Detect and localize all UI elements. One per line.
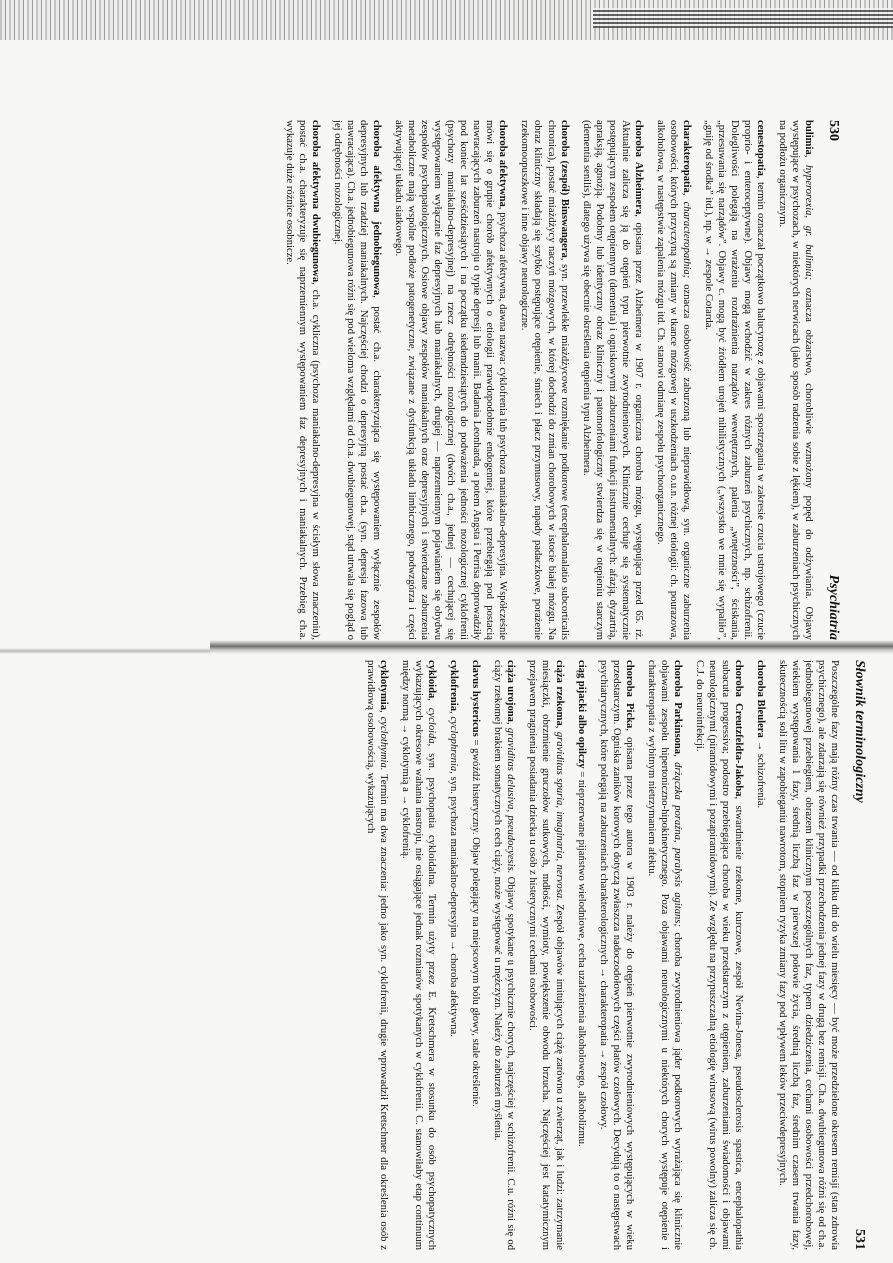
- dictionary-entry: [597, 660, 636, 1250]
- entry-term: choroba Creutzfeldta-Jakoba: [732, 660, 744, 797]
- dictionary-entry: [518, 120, 570, 640]
- entry-text: , opisana przez tego autora w 1903 r. należy do otępień pierwotnie zwyrodnieniowych występujących w wieku przedstarczym. Ogniska zaników korowych dotyczą zwłaszcza nadoczodołowych części płatów czołowych. Decydują to o następstwach psychiatrycznych, które polegają na zaburzeniach charakterologicznych → charakteropatia → zespół czołowy.: [597, 660, 635, 1250]
- entries-list: [283, 120, 815, 640]
- entry-text: oznacza osobowość zaburzoną lub nieprawidłową, syn. organiczne zaburzenia osobowości, których przyczyną są zmiany w tkance mózgowej w uszkodzeniach o.u.n. różnej etiologii: ch. pourazowa, alkoholowa, w następstwie zapalenia mózgu itd. Ch. stanowi odmianę zespołu psychoorganicznego.: [654, 120, 692, 640]
- entry-term: ciąg pijacki albo opilczy: [575, 660, 587, 769]
- entry-text: , opisana przez Alzheimera w 1907 r. organiczna choroba mózgu, występująca przed 65. rż. Aktualnie zalicza się ją do otępień typu pierwotnie zwyrodnieniowych. Klinicznie cechuje się systematycznie postępującym zespołem otępiennym (dementia) i ogniskowymi zaburzeniami funkcji instrumentalnych: afazją, dyzartrią, apraksją, agnozją. Podobny lub identyczny obraz kliniczny i patomorfologiczny stwierdza się w otępieniu starczym (dementia senilis), dlatego używa się obecnie określenia otępienia typu Alzheimera.: [580, 120, 644, 640]
- entry-term: clavus hystericus: [470, 660, 482, 737]
- entry-text: , ch.a. cykliczna (psychoza maniakalno-depresyjna w ścisłym słowa znaczeniu), postać ch.a. charakteryzuje się naprzemiennym występowaniem faz depresyjnych i maniakalnych. Przebieg ch.a. wykazuje duże różnice osobnicze.: [284, 120, 322, 640]
- entry-term: ciąża urojona: [505, 660, 517, 722]
- entry-text: = nieprzerwane pijaństwo wielodniowe, cecha uzależnienia alkoholowego, alkoholizmu.: [575, 768, 587, 1147]
- entry-latin: cycloida,: [426, 707, 438, 747]
- entry-text: , psychoza afektywna, dawna nazwa: cyklofrenia lub psychoza maniakalno-depresyjna. Współcześnie mówi się o grupie chorób afektywnych o etiologii prawdopodobnie endogennej, które przebiegają pod postacią nawracających zaburzeń nastroju o typie depresji lub manii. Badania Leonharda, a potem Angsta i Perrisa doprowadziły pod koniec lat sześćdziesiątych i na początku siedemdziesiątych do podważenia jedności nozologicznej cyklofrenii (psychozy maniakalno-depresyjnej) na rzecz odrębności nozologicznej (dwóch ch.a., jednej — cechującej się występowaniem wyłącznie faz depresyjnych lub maniakalnych, drugiej — naprzemiennym pojawianiem się obydwu zespołów psychopatologicznych. Osiowe objawy zespołów maniakalnych oraz depresyjnych i stwierdzane zaburzenia metaboliczne mają wspólne podłoże patogenetyczne, związane z dysfunkcją układu limbicznego, podwzgórza i części aktywującej układu siatkowego.: [393, 120, 509, 640]
- dictionary-entry: charakteropatia, characteropathia; oznacza osobowość zaburzoną lub nieprawidłową, syn. organiczne zaburzenia osobowości, których przyczyną są zmiany w tkance mózgowej w uszkodzeniach o.u.n. różnej etiologii: ch. pourazowa, alkoholowa, w następstwie zapalenia mózgu itd. Ch. stanowi odmianę zespołu psychoorganicznego.: [654, 120, 692, 640]
- dictionary-entry: [469, 660, 482, 1250]
- entry-term: charakteropatia: [680, 120, 692, 193]
- entry-term: choroba (zespół) Binswangera: [558, 120, 570, 258]
- entry-term: choroba afektywna jednobiegunowa: [371, 120, 383, 296]
- running-title: Psychiatria: [826, 574, 841, 640]
- page-number: 530: [826, 120, 841, 141]
- entry-latin: cyclophrenia,: [448, 716, 460, 774]
- entry-text: , stwardnienie rzekome, kurczowe, zespół Nevina-Jonesa, pseudosclerosis spastica, encephalopathia subacuta progressiva; podostro przebiegająca choroba w wieku przedstarczym z otępieniem, zaburzeniami świadomości i objawami neurologicznymi (piramidowymi i pozapiramidowymi). Ze względu na przypuszczalną etiologię wirusową (wirus powolny) zalicza się ch. C.J. do neuroinfekcji.: [693, 660, 744, 1250]
- dictionary-entry: [392, 120, 509, 640]
- entries-list: [364, 660, 840, 1250]
- dictionary-entry: ciąża rzekoma, graviditas spuria, imaginaria, nervosa. Zespół objawów imitujących ciążę zarówno u zwierząt, jak i ludzi: zatrzymanie miesiączki, obrzmienie gruczołów sutkowych, mdłości, wymioty, powiększenie obwodu brzucha. Najczęściej jest katatymicznym przejawem pragnienia posiadania dziecka u osób z histerycznymi cechami osobowości.: [527, 660, 565, 1250]
- entry-text: Objawy spotykane u psychicznie chorych, najczęściej w schizofrenii. C.u. różni się od ciąży rzekomej brakiem somatycznych cech ciąży, może występować u mężczyzn. Należy do zaburzeń myślenia.: [492, 660, 517, 1250]
- entry-text: Termin ma dwa znaczenia: jedno jako syn. cyklofrenii, drugie wprowadził Kretschmer dla określenia osób z prawidłową osobowością, wykazujących: [365, 660, 390, 1250]
- entry-text: , postać ch.a. charakteryzująca się występowaniem wyłącznie zespołów depresyjnych lub rzadziej maniakalnych. Najczęściej chodzi o depresyjną postać ch.a. (syn. depresja fazowa lub nawracająca). Ch.a. jednobiegunowa różni się pod wieloma względami od ch.a. dwubiegunowej, stąd utrwala się pogląd o jej odrębności nozologicznej.: [332, 120, 383, 640]
- entry-term: cyklotymia: [378, 660, 390, 711]
- entry-term: choroba Parkinsona: [671, 660, 683, 755]
- entry-text: , syn. przewlekłe miażdżycowe rozmiękanie podkorowe (encephalomalatio subcorticalis chronica), postać miażdżycy naczyń mózgowych, w której dochodzi do zmian chorobowych w istocie białej mózgu. Na obraz kliniczny składają się szybko postępujące otępienie, śmiech i płacz przymusowy, napady padaczkowe, porażenie rzekomoopuszkowe i inne objawy neurologiczne.: [519, 120, 570, 640]
- entry-term: cenestopatia: [754, 120, 766, 176]
- entry-text: Poszczególne fazy mają różny czas trwania — od kilku dni do wielu miesięcy — być może przedzielone okresem remisji (stan zdrowia psychicznego), ale zdarzają się również przypadki przechodzenia jednej fazy w drugą bez remisji. Ch.a. dwubiegunowa różni się od ch.a. jednobiegunowej przebiegiem, obrazem klinicznym poszczególnych faz, typem dziedziczenia, cechami osobowości przedchorobowej, wiekiem występowania 1 fazy, średnią liczbą faz w pierwszej połowie życia, średnią liczbą faz, średnim czasem trwania fazy, skutecznością soli litu w zapobieganiu nawrotom, stopniem ryzyka zmiany fazy pod wpływem leków przeciwdepresyjnych.: [776, 660, 840, 1250]
- dictionary-entry: choroba Parkinsona, drżączka poraźna, paralysis agitans; choroba zwyrodnieniowa jąder podkorowych wyrażająca się klinicznie objawami zespołu hipertoniczno-hipokinetycznego. Poza objawami neurologicznymi u niektórych chorych występuje otępienie i charakteropatia z wybitnym nietrzymaniem afektu.: [645, 660, 683, 1250]
- dictionary-entry: [702, 120, 767, 640]
- dictionary-entry: [331, 120, 383, 640]
- page-531: [13, 660, 868, 1250]
- entry-text: syn. psychopatia cykloidalna. Termin użyty przez E. Kretschmera w stosunku do osób psychopatycznych wykazujących okresowe wahania nastroju, nie osiągające jednak rozmiarów spotykanych w cyklofrenii. C. stanowiłaby etap continuum między normą → cyklotymią a → cyklofrenią.: [400, 660, 438, 1250]
- entry-latin: drżączka poraźna, paralysis agitans;: [671, 762, 683, 927]
- page-number: 531: [852, 1229, 867, 1250]
- dictionary-entry: [283, 120, 322, 640]
- entry-text: , termin oznaczał początkowo halucynozę z objawami spostrzegania w zakresie czucia ustrojowego (czucie proprio- i enteroceptywne). Objawy mogą wchodzić w zakres różnych zaburzeń psychicznych, np. schizofrenii. Dolegliwości polegają na wrażeniu rozdrażnienia narządów wewnętrznych, palenia „wnętrzności”, ściskania, „przesuwania się narządów”. Objawy c. mogą być źródłem urojeń nihilistycznych („wszystko we mnie się wypaliło”, „gniję od środka” itd.), np. w → zespole Cotarda.: [702, 120, 766, 640]
- dictionary-entry: [776, 660, 841, 1250]
- entry-latin: graviditas delusiva, pseudocyesis.: [505, 727, 517, 874]
- dictionary-entry: cykloida, cycloida, syn. psychopatia cykloidalna. Termin użyty przez E. Kretschmera w stosunku do osób psychopatycznych wykazujących okresowe wahania nastroju, nie osiągające jednak rozmiarów spotykanych w cyklofrenii. C. stanowiłaby etap continuum między normą → cyklotymią a → cyklofrenią.: [400, 660, 438, 1250]
- dictionary-entry: [754, 660, 767, 1250]
- entry-term: choroba Picka: [623, 660, 635, 729]
- entry-term: choroba afektywna dwubiegunowa: [310, 120, 322, 283]
- page-header-right: [851, 660, 868, 1250]
- entry-term: cykloida: [426, 660, 438, 699]
- entry-term: choroba Alzheimera: [632, 120, 644, 215]
- entry-term: bulimia: [802, 120, 814, 155]
- entry-text: → schizofrenia.: [754, 737, 766, 809]
- entry-term: ciąża rzekoma: [553, 660, 565, 726]
- book-fold-shadow-left: [0, 648, 210, 654]
- entry-term: choroba afektywna: [497, 120, 509, 207]
- dictionary-entry: cyklofrenia, cyclophrenia, syn. psychoza maniakalno-depresyjna → choroba afektywna.: [448, 660, 460, 1037]
- dictionary-entry: [693, 660, 745, 1250]
- entry-text: Zespół objawów imitujących ciążę zarówno u zwierząt, jak i ludzi: zatrzymanie miesiączki, obrzmienie gruczołów sutkowych, mdłości, wymioty, powiększenie obwodu brzucha. Najczęściej jest katatymicznym przejawem pragnienia posiadania dziecka u osób z histerycznymi cechami osobowości.: [527, 660, 565, 1250]
- entry-term: choroba Bleulera: [754, 660, 766, 738]
- entry-latin: cyclothymia.: [378, 716, 390, 771]
- entry-text: = gwóźdź histeryczny. Objaw polegający na miejscowym bólu głowy, stale określenie.: [470, 736, 482, 1107]
- dictionary-entry: ciąża urojona, graviditas delusiva, pseudocyesis. Objawy spotykane u psychicznie chorych, najczęściej w schizofrenii. C.u. różni się od ciąży rzekomej brakiem somatycznych cech ciąży, może występować u mężczyzn. Należy do zaburzeń myślenia.: [492, 660, 517, 1250]
- book-fold-shadow: [210, 640, 893, 654]
- scan-noise-top: [0, 0, 893, 40]
- dictionary-entry: cyklotymia, cyclothymia. Termin ma dwa znaczenia: jedno jako syn. cyklofrenii, drugie wprowadził Kretschmer dla określenia osób z prawidłową osobowością, wykazujących: [365, 660, 390, 1250]
- entry-text: syn. psychoza maniakalno-depresyjna → choroba afektywna.: [448, 773, 460, 1037]
- running-title: Słownik terminologiczny: [852, 660, 867, 803]
- entry-text: choroba zwyrodnieniowa jąder podkorowych wyrażająca się klinicznie objawami zespołu hipertoniczno-hipokinetycznego. Poza objawami neurologicznymi u niektórych chorych występuje otępienie i charakteropatia z wybitnym nietrzymaniem afektu.: [645, 660, 683, 1250]
- page-header-left: [825, 120, 842, 640]
- entry-term: cyklofrenia: [448, 660, 460, 712]
- page-530: [42, 120, 842, 640]
- entry-latin: characteropathia;: [680, 201, 692, 279]
- dictionary-entry: bulimia, hyperorexia, gr. bulimia; oznacza obżarstwo, chorobliwie wzmożony popęd do odżywiania. Objawy występujące w psychozach, w niektórych nerwicach (jako sposób radzenia sobie z lękiem), w zaburzeniach psychicznych na podłożu organicznym.: [776, 120, 814, 640]
- entry-latin: graviditas spuria, imaginaria, nervosa.: [553, 731, 565, 901]
- dictionary-entry: [575, 660, 588, 1250]
- entry-text: oznacza obżarstwo, chorobliwie wzmożony popęd do odżywiania. Objawy występujące w psychozach, w niektórych nerwicach (jako sposób radzenia sobie z lękiem), w zaburzeniach psychicznych na podłożu organicznym.: [776, 120, 814, 640]
- dictionary-entry: [580, 120, 645, 640]
- entry-latin: hyperorexia, gr. bulimia;: [802, 165, 814, 281]
